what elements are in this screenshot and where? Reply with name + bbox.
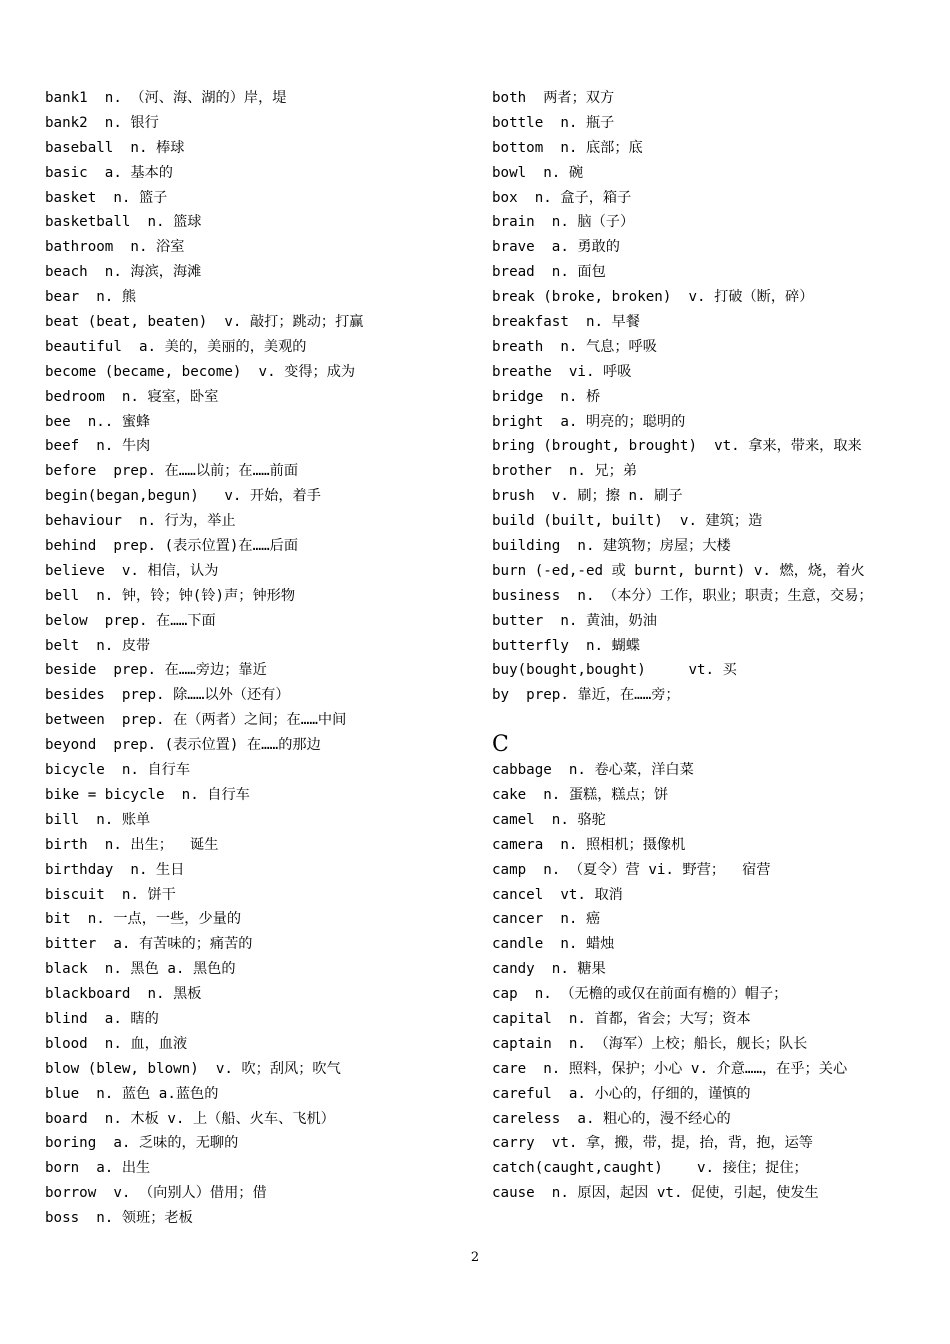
vocabulary-entry: bike = bicycle n. 自行车	[45, 786, 250, 803]
vocabulary-entry: box n. 盒子，箱子	[492, 189, 632, 206]
vocabulary-entry: camera n. 照相机；摄像机	[492, 836, 686, 853]
vocabulary-entry: bread n. 面包	[492, 264, 606, 281]
vocabulary-entry: butterfly n. 蝴蝶	[492, 637, 640, 654]
vocabulary-entry: bank2 n. 银行	[45, 114, 159, 131]
vocabulary-entry: below prep. 在……下面	[45, 612, 216, 629]
vocabulary-entry: blood n. 血，血液	[45, 1035, 188, 1052]
vocabulary-entry: boss n. 领班；老板	[45, 1210, 193, 1227]
vocabulary-entry: both 两者；双方	[492, 90, 615, 106]
vocabulary-entry: build (built, built) v. 建筑；造	[492, 513, 763, 530]
vocabulary-entry: candy n. 糖果	[492, 961, 606, 978]
vocabulary-entry: between prep. 在（两者）之间；在……中间	[45, 712, 347, 729]
vocabulary-entry: biscuit n. 饼干	[45, 886, 176, 903]
vocabulary-entry: birthday n. 生日	[45, 861, 185, 878]
vocabulary-entry: cap n. （无檐的或仅在前面有檐的）帽子；	[492, 986, 788, 1003]
vocabulary-entry: cancer n. 癌	[492, 911, 601, 928]
vocabulary-entry: bitter a. 有苦味的；痛苦的	[45, 936, 253, 953]
vocabulary-entry: bill n. 账单	[45, 811, 151, 828]
vocabulary-entry: bright a. 明亮的；聪明的	[492, 413, 686, 430]
b-word-list	[492, 86, 932, 708]
vocabulary-entry: bedroom n. 寝室，卧室	[45, 388, 219, 405]
vocabulary-entry: believe v. 相信，认为	[45, 562, 219, 579]
vocabulary-entry: blind a. 瞎的	[45, 1010, 159, 1027]
vocabulary-entry: camel n. 骆驼	[492, 811, 606, 828]
vocabulary-entry: bit n. 一点，一些，少量的	[45, 911, 242, 928]
vocabulary-entry: buy(bought,bought) vt. 买	[492, 662, 737, 679]
vocabulary-entry: careless a. 粗心的，漫不经心的	[492, 1110, 731, 1127]
vocabulary-entry: breath n. 气息；呼吸	[492, 338, 657, 355]
vocabulary-entry: beef n. 牛肉	[45, 438, 151, 455]
vocabulary-entry: breakfast n. 早餐	[492, 314, 640, 331]
vocabulary-entry: bicycle n. 自行车	[45, 762, 191, 779]
vocabulary-entry: baseball n. 棒球	[45, 139, 185, 156]
vocabulary-entry: cancel vt. 取消	[492, 886, 623, 903]
vocabulary-entry: blackboard n. 黑板	[45, 986, 202, 1003]
vocabulary-entry: cake n. 蛋糕，糕点；饼	[492, 786, 669, 803]
vocabulary-entry: blow (blew, blown) v. 吹；刮风；吹气	[45, 1060, 341, 1077]
vocabulary-entry: boring a. 乏味的，无聊的	[45, 1135, 239, 1152]
left-column	[45, 86, 475, 1231]
vocabulary-entry: cabbage n. 卷心菜，洋白菜	[492, 762, 694, 779]
vocabulary-entry: beautiful a. 美的，美丽的，美观的	[45, 338, 307, 355]
vocabulary-entry: by prep. 靠近，在……旁；	[492, 687, 680, 704]
vocabulary-entry: cause n. 原因，起因 vt. 促使，引起，使发生	[492, 1185, 819, 1202]
vocabulary-entry: birth n. 出生； 诞生	[45, 836, 219, 853]
vocabulary-entry: catch(caught,caught) v. 接住；捉住；	[492, 1160, 808, 1177]
vocabulary-entry: bridge n. 桥	[492, 388, 601, 405]
vocabulary-entry: blue n. 蓝色 a.蓝色的	[45, 1085, 219, 1102]
vocabulary-entry: behaviour n. 行为，举止	[45, 513, 236, 530]
vocabulary-entry: brush v. 刷；擦 n. 刷子	[492, 488, 683, 505]
vocabulary-entry: careful a. 小心的，仔细的，谨慎的	[492, 1085, 751, 1102]
vocabulary-entry: brave a. 勇敢的	[492, 239, 620, 256]
vocabulary-entry: building n. 建筑物；房屋；大楼	[492, 538, 731, 555]
vocabulary-entry: brother n. 兄；弟	[492, 463, 638, 480]
vocabulary-entry: breathe vi. 呼吸	[492, 363, 632, 380]
vocabulary-entry: care n. 照料，保护；小心 v. 介意……，在乎；关心	[492, 1060, 848, 1077]
vocabulary-entry: board n. 木板 v. 上（船、火车、飞机）	[45, 1110, 335, 1127]
vocabulary-entry: bear n. 熊	[45, 289, 137, 306]
right-column	[492, 86, 932, 1206]
vocabulary-entry: bee n.. 蜜蜂	[45, 413, 151, 430]
vocabulary-entry: born a. 出生	[45, 1160, 151, 1177]
vocabulary-entry: carry vt. 拿，搬，带，提，抬，背，抱，运等	[492, 1135, 813, 1152]
vocabulary-entry: burn (-ed,-ed 或 burnt, burnt) v. 燃，烧，着火	[492, 562, 865, 579]
vocabulary-entry: basic a. 基本的	[45, 164, 173, 181]
vocabulary-entry: bank1 n. （河、海、湖的）岸，堤	[45, 90, 287, 106]
vocabulary-entry: capital n. 首都，省会；大写；资本	[492, 1010, 751, 1027]
vocabulary-entry: camp n. （夏令）营 vi. 野营； 宿营	[492, 861, 771, 878]
page-number: 2	[470, 1250, 480, 1265]
vocabulary-entry: begin(began,begun) v. 开始，着手	[45, 488, 321, 505]
vocabulary-entry: bring (brought, brought) vt. 拿来，带来，取来	[492, 438, 862, 455]
vocabulary-entry: basket n. 篮子	[45, 189, 168, 206]
vocabulary-entry: basketball n. 篮球	[45, 214, 202, 231]
vocabulary-entry: behind prep. (表示位置)在……后面	[45, 538, 299, 555]
vocabulary-entry: butter n. 黄油，奶油	[492, 612, 657, 629]
vocabulary-entry: bottle n. 瓶子	[492, 114, 615, 131]
vocabulary-entry: black n. 黑色 a. 黑色的	[45, 961, 236, 978]
vocabulary-entry: beach n. 海滨，海滩	[45, 264, 202, 281]
vocabulary-entry: become (became, become) v. 变得；成为	[45, 363, 356, 380]
vocabulary-entry: bathroom n. 浴室	[45, 239, 185, 256]
vocabulary-entry: besides prep. 除……以外（还有）	[45, 687, 290, 704]
vocabulary-entry: business n. （本分）工作，职业；职责；生意，交易；	[492, 587, 873, 604]
c-word-list	[492, 758, 932, 1206]
vocabulary-entry: break (broke, broken) v. 打破（断，碎）	[492, 289, 814, 306]
vocabulary-entry: before prep. 在……以前；在……前面	[45, 463, 299, 480]
vocabulary-entry: beat (beat, beaten) v. 敲打；跳动；打赢	[45, 314, 364, 331]
vocabulary-entry: borrow v. （向别人）借用；借	[45, 1185, 267, 1202]
vocabulary-entry: belt n. 皮带	[45, 637, 151, 654]
vocabulary-entry: beside prep. 在……旁边；靠近	[45, 662, 267, 679]
vocabulary-entry: brain n. 脑（子）	[492, 214, 635, 231]
vocabulary-entry: bottom n. 底部；底	[492, 139, 643, 156]
vocabulary-entry: candle n. 蜡烛	[492, 936, 615, 953]
section-heading-c: C	[492, 732, 509, 758]
vocabulary-entry: bowl n. 碗	[492, 164, 584, 181]
vocabulary-entry: captain n. （海军）上校；船长，舰长；队长	[492, 1035, 808, 1052]
vocabulary-entry: beyond prep. (表示位置) 在……的那边	[45, 737, 321, 754]
vocabulary-entry: bell n. 钟，铃；钟(铃)声；钟形物	[45, 587, 296, 604]
